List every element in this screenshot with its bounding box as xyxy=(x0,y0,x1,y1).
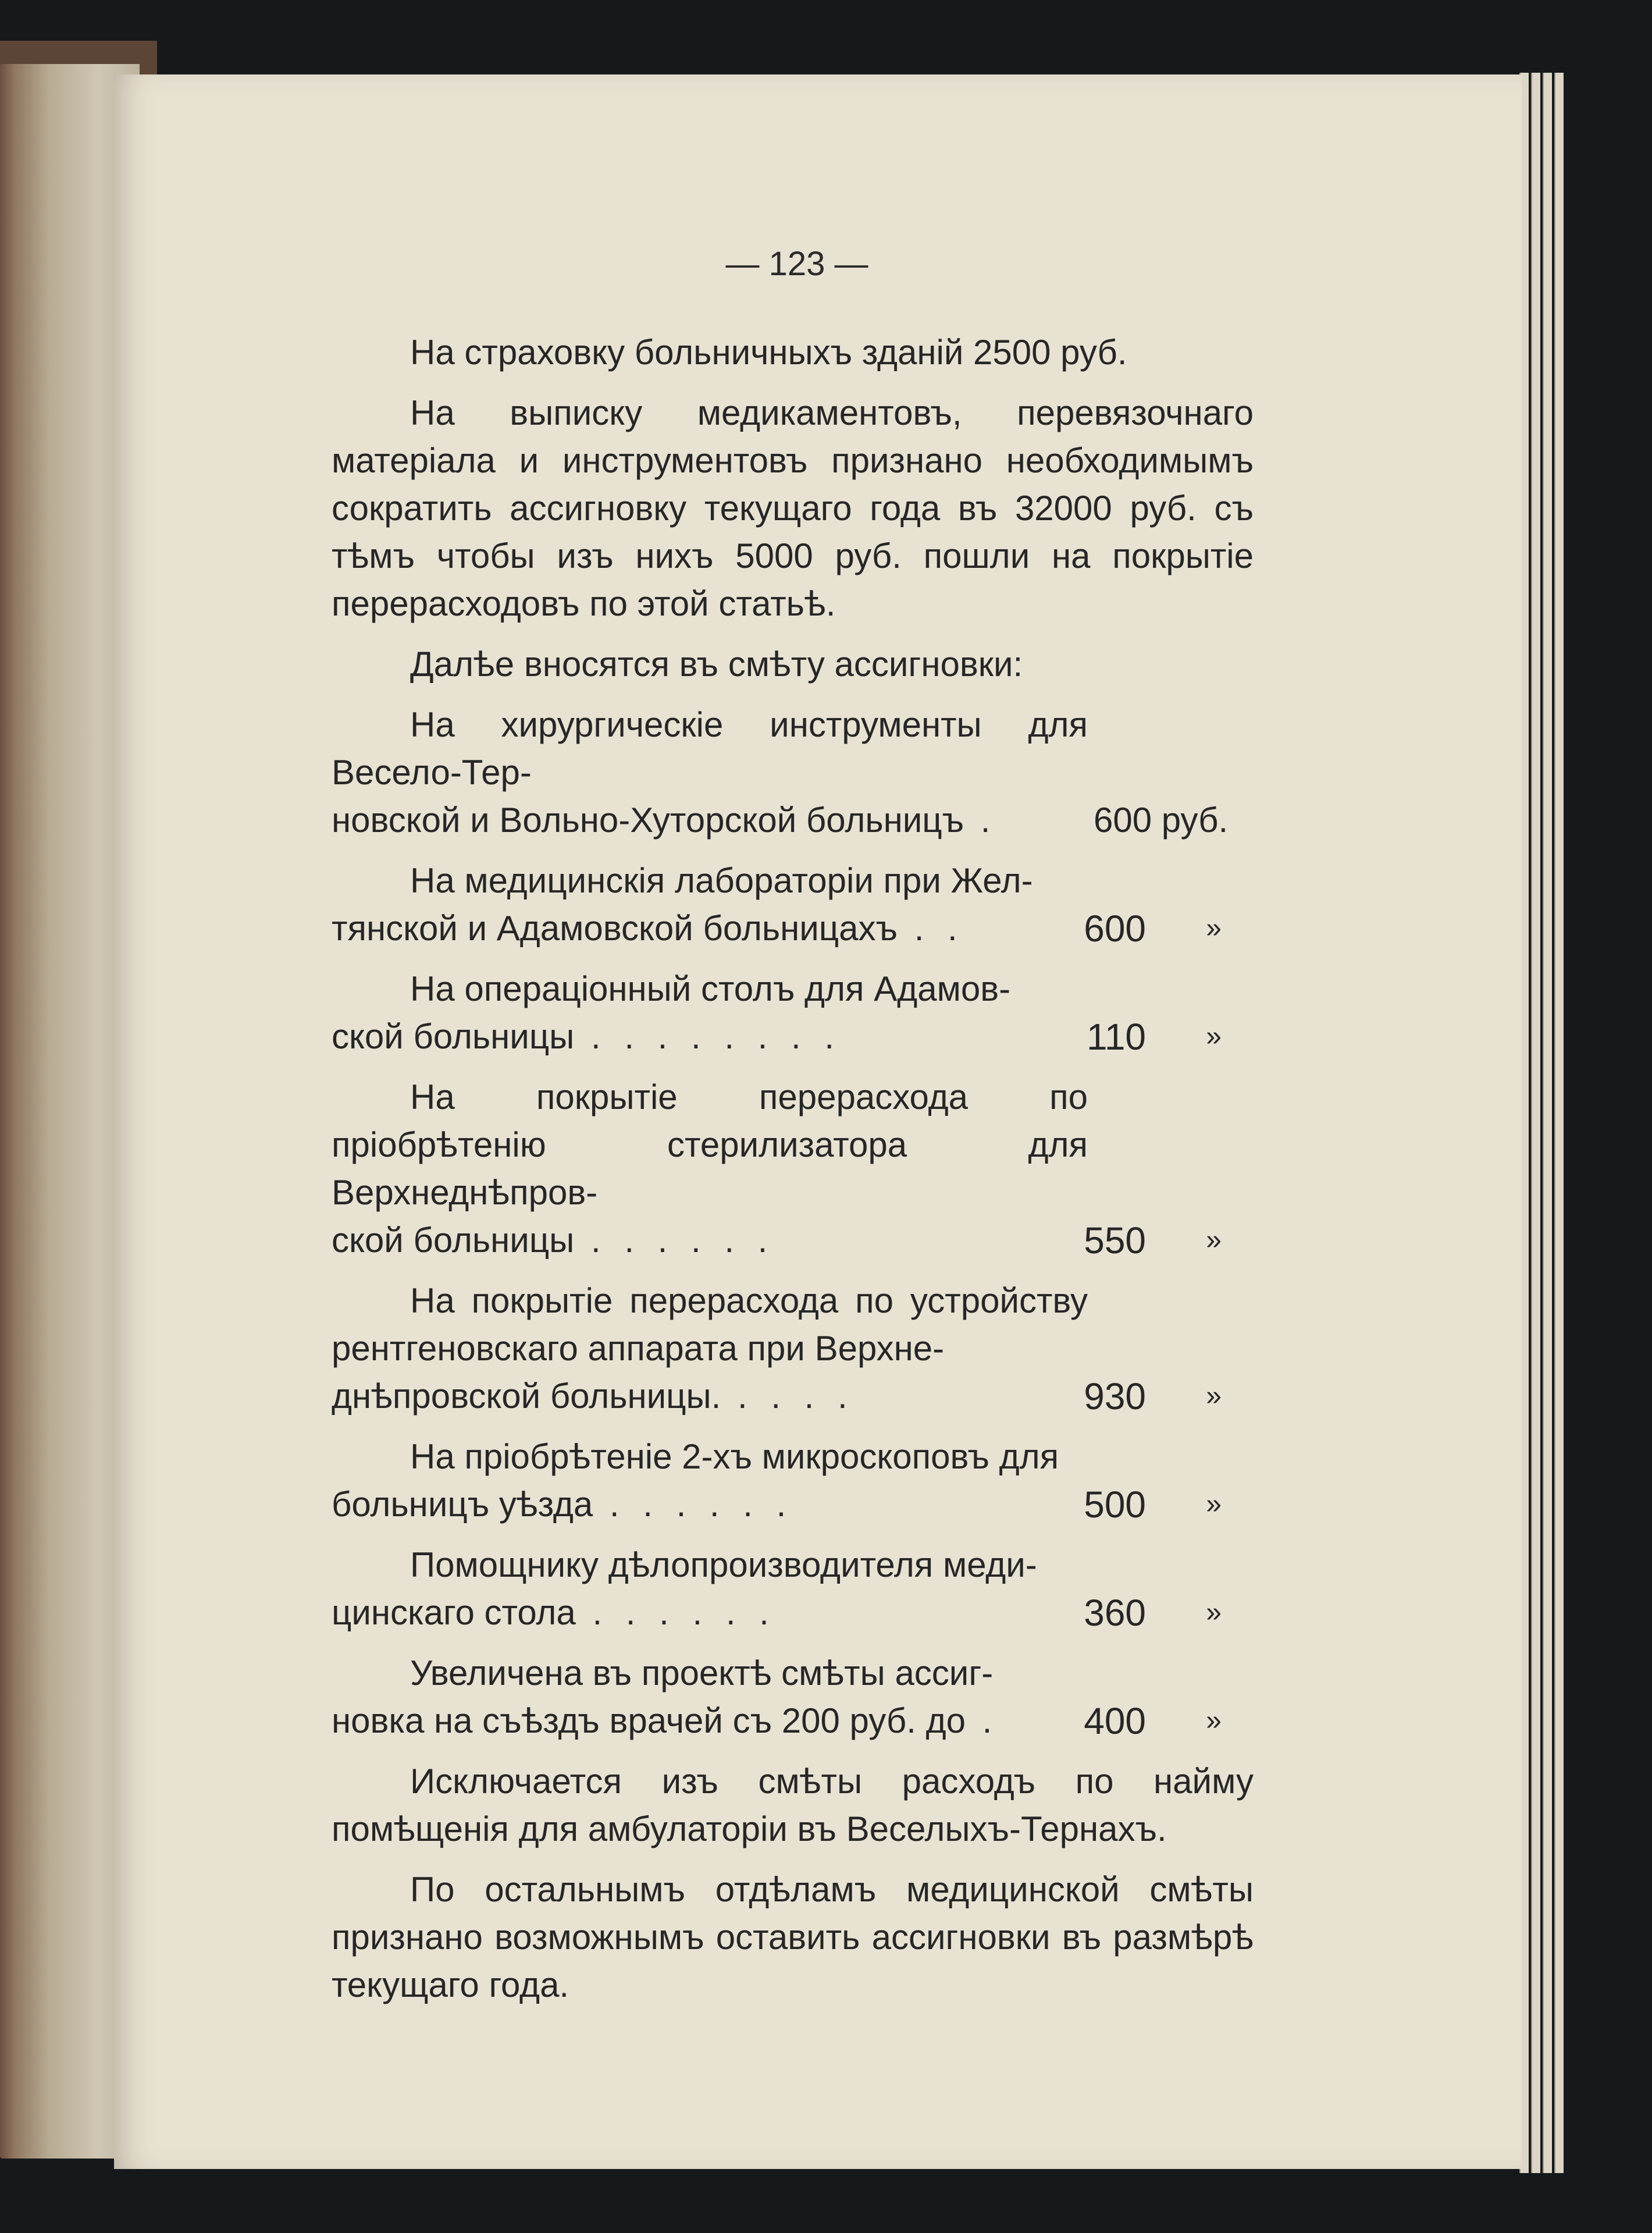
entry-amount: 600 xyxy=(1084,908,1146,950)
dot-leader: . xyxy=(966,1701,999,1740)
ditto-mark: » xyxy=(1206,913,1222,944)
entry-description: Увеличена въ проектѣ смѣты ассиг- xyxy=(410,1654,994,1692)
entry-amount: 110 xyxy=(1086,1016,1146,1058)
entry-description: На операціонный столъ для Адамов- xyxy=(410,969,1011,1008)
entry-last-line-text: новской и Вольно-Хуторской больницъ xyxy=(332,801,964,840)
page-number: — 123 — xyxy=(725,245,868,283)
entry-last-line-text: днѣпровской больницы. xyxy=(332,1377,721,1416)
paragraph-medicines: На выписку медикаментовъ, перевязочнаго матеріала и инструментовъ признано необходимымъ сократить ассигновку текущаго года въ 32000 руб. съ тѣмъ чтобы изъ нихъ 5000 руб. пошли на покрытіе перерасходовъ по этой статьѣ. xyxy=(332,393,1254,623)
entry-amount: 360 xyxy=(1084,1592,1146,1634)
entry-last-line-text: тянской и Адамовской больницахъ xyxy=(332,909,898,948)
entry-description: На покрытіе перерасхода по пріобрѣтенію стерилизатора для Верхнеднѣпров- xyxy=(332,1078,1088,1212)
paragraph-insurance: На страховку больничныхъ зданій 2500 руб. xyxy=(410,333,1127,372)
entry-last-line xyxy=(332,1589,1254,1637)
entry-last-line-text: новка на съѣздъ врачей съ 200 руб. до xyxy=(332,1701,966,1740)
page-stack-edge xyxy=(1554,73,1564,2173)
entry-last-line xyxy=(332,1697,1254,1745)
ditto-mark: » xyxy=(1206,1021,1222,1052)
budget-entry xyxy=(332,1277,1254,1420)
ditto-mark: » xyxy=(1206,1597,1222,1628)
entry-last-line xyxy=(332,1013,1254,1061)
entry-amount: 550 xyxy=(1084,1219,1146,1261)
page-text xyxy=(332,329,1254,2022)
page-stack-edge xyxy=(1531,73,1540,2173)
entry-last-line-text: ской больницы xyxy=(332,1017,575,1056)
paragraph-excluded: Исключается изъ смѣты расходъ по найму помѣщенія для амбулаторіи въ Веселыхъ-Тернахъ. xyxy=(332,1762,1254,1848)
ditto-mark: » xyxy=(1206,1381,1222,1411)
entry-description: На покрытіе перерасхода по устройству рентгеновскаго аппарата при Верхне- xyxy=(332,1281,1088,1368)
entry-last-line xyxy=(332,1481,1254,1528)
dot-leader: . . . . . . xyxy=(575,1593,776,1632)
budget-entry xyxy=(332,1073,1254,1264)
entry-last-line xyxy=(332,1217,1254,1264)
ditto-mark: » xyxy=(1206,1705,1222,1736)
dot-leader: . . . . . . . . xyxy=(574,1017,842,1056)
dot-leader: . . xyxy=(898,909,964,948)
entry-last-line-text: цинскаго стола xyxy=(332,1593,576,1632)
entry-amount: 500 xyxy=(1084,1484,1146,1526)
entry-last-line-text: больницъ уѣзда xyxy=(332,1485,593,1524)
entry-description: На медицинскія лабораторіи при Жел- xyxy=(410,861,1033,900)
page-stack-edge xyxy=(1543,73,1552,2173)
dot-leader: . . . . . . xyxy=(574,1221,775,1260)
paragraph-further: Далѣе вносятся въ смѣту ассигновки: xyxy=(410,645,1023,684)
entry-description: На пріобрѣтеніе 2-хъ микроскоповъ для xyxy=(410,1437,1059,1476)
entry-last-line xyxy=(332,1372,1254,1420)
budget-entry xyxy=(332,965,1254,1061)
entry-last-line xyxy=(332,797,1254,844)
budget-entry xyxy=(332,701,1254,844)
budget-entry xyxy=(332,857,1254,952)
entry-last-line xyxy=(332,905,1254,952)
dot-leader: . . . . xyxy=(721,1377,855,1416)
entry-description: На хирургическіе инструменты для Весело-Тер- xyxy=(332,705,1088,792)
entry-description: Помощнику дѣлопроизводителя меди- xyxy=(410,1545,1037,1584)
dot-leader: . xyxy=(964,801,998,840)
ditto-mark: » xyxy=(1206,1489,1222,1520)
entry-amount: 400 xyxy=(1084,1700,1146,1742)
dot-leader: . . . . . . xyxy=(593,1485,793,1524)
budget-entry xyxy=(332,1649,1254,1745)
entry-amount: 930 xyxy=(1084,1375,1146,1417)
entry-amount: 600 руб. xyxy=(1094,801,1229,840)
ditto-mark: » xyxy=(1206,1225,1222,1256)
paragraph-remaining: По остальнымъ отдѣламъ медицинской смѣты признано возможнымъ оставить ассигновки въ размѣрѣ текущаго года. xyxy=(332,1870,1254,2004)
entry-last-line-text: ской больницы xyxy=(332,1221,575,1260)
budget-entry xyxy=(332,1433,1254,1528)
budget-entry xyxy=(332,1541,1254,1637)
